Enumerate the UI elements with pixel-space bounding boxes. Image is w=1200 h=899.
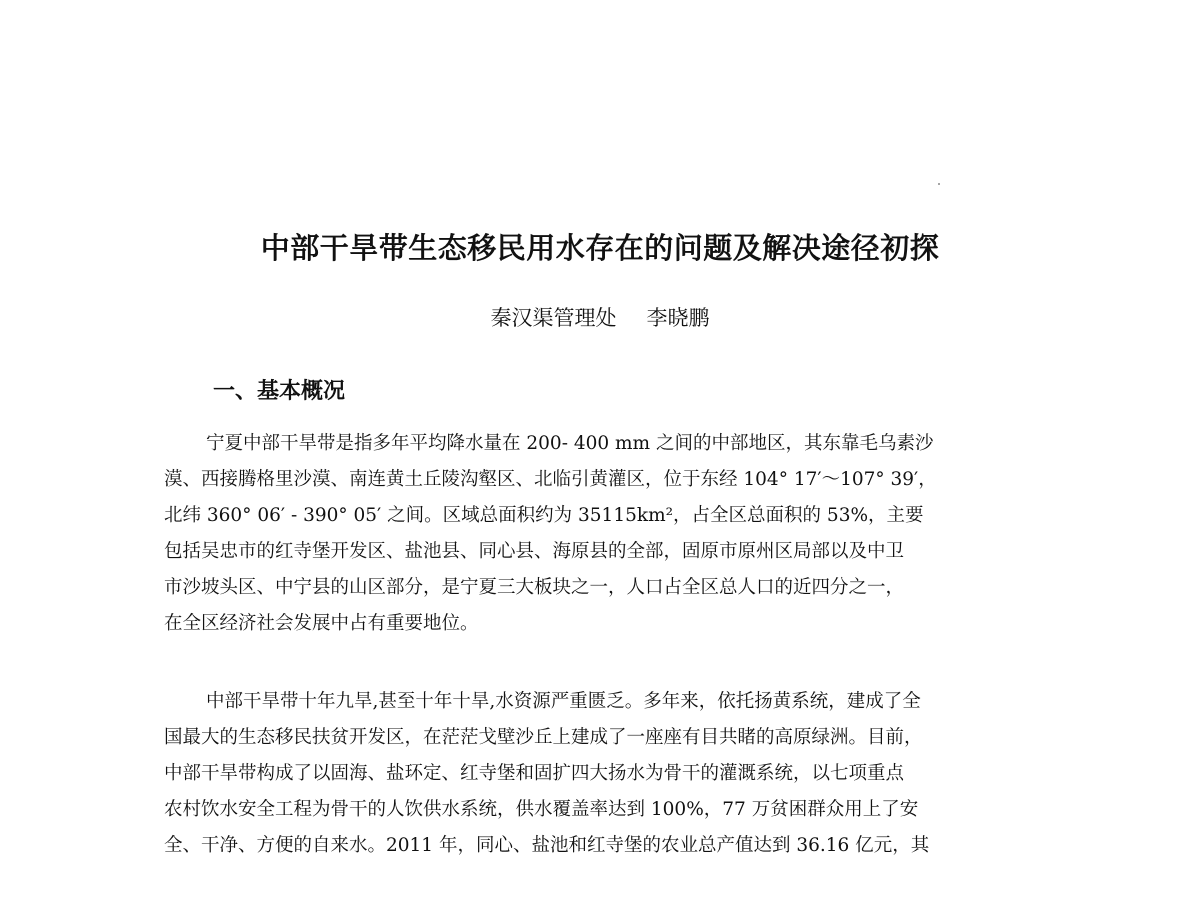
paragraph-1: [164, 426, 1024, 642]
author-affiliation: 秦汉渠管理处: [490, 306, 617, 330]
author-name: 李晓鹏: [646, 306, 710, 330]
paragraph-line: 中部干旱带十年九旱,甚至十年十旱,水资源严重匮乏。多年来，依托扬黄系统，建成了全: [206, 691, 921, 712]
paragraph-line: 北纬 360° 06′ - 390° 05′ 之间。区域总面积约为 35115km²，占全区总面积的 53%，主要: [164, 505, 924, 526]
paragraph-line: 全、干净、方便的自来水。2011 年，同心、盐池和红寺堡的农业总产值达到 36.16 亿元，其: [164, 835, 930, 856]
paragraph-line: 市沙坡头区、中宁县的山区部分，是宁夏三大板块之一，人口占全区总人口的近四分之一，: [164, 577, 905, 598]
paragraph-line: 中部干旱带构成了以固海、盐环定、红寺堡和固扩四大扬水为骨干的灌溉系统，以七项重点: [164, 763, 905, 784]
section-heading: 一、基本概况: [213, 378, 346, 404]
paragraph-2: [164, 684, 1024, 864]
byline: [0, 302, 1200, 332]
paragraph-line: 在全区经济社会发展中占有重要地位。: [164, 613, 479, 634]
paragraph-line: 包括吴忠市的红寺堡开发区、盐池县、同心县、海原县的全部，固原市原州区局部以及中卫: [164, 541, 905, 562]
paragraph-line: 宁夏中部干旱带是指多年平均降水量在 200- 400 mm 之间的中部地区，其东靠毛乌素沙: [206, 433, 934, 454]
paragraph-line: 漠、西接腾格里沙漠、南连黄土丘陵沟壑区、北临引黄灌区，位于东经 104° 17′～107° 39′，: [164, 469, 937, 490]
scan-speck: [938, 183, 940, 185]
paragraph-line: 国最大的生态移民扶贫开发区，在茫茫戈壁沙丘上建成了一座座有目共睹的高原绿洲。目前，: [164, 727, 923, 748]
paragraph-line: 农村饮水安全工程为骨干的人饮供水系统，供水覆盖率达到 100%，77 万贫困群众用上了安: [164, 799, 919, 820]
paper-title: 中部干旱带生态移民用水存在的问题及解决途径初探: [260, 231, 940, 265]
